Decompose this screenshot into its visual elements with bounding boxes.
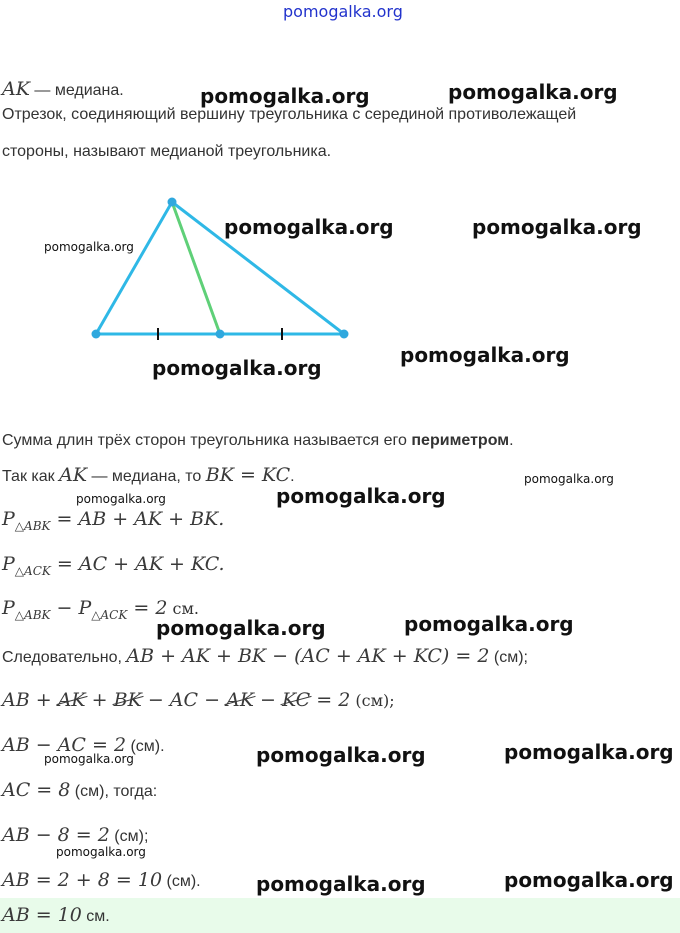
eq-rest: = AB + AK + BK. <box>50 508 225 530</box>
segment-ak: AK <box>2 78 30 100</box>
term: + <box>85 689 114 711</box>
p-subscript: △ACK <box>91 607 128 622</box>
since-end: . <box>290 468 295 485</box>
vertex-point <box>168 198 177 207</box>
unit: (см). <box>126 738 165 755</box>
perimeter-term: периметром <box>411 432 510 449</box>
perimeter-end: . <box>509 432 514 449</box>
vertex-point <box>92 330 101 339</box>
p-subscript: △ACK <box>14 563 51 578</box>
conseq-math: AB + AK + BK − (AC + AK + KC) = 2 <box>126 645 490 667</box>
p-symbol: P <box>2 553 15 575</box>
watermark: pomogalka.org <box>524 472 614 486</box>
median-label: — медиана. <box>29 82 124 99</box>
median-statement <box>2 78 124 100</box>
term: − <box>253 689 282 711</box>
substitution <box>2 824 148 846</box>
sum-math: AB = 2 + 8 = 10 <box>2 869 163 891</box>
watermark: pomogalka.org <box>224 215 394 239</box>
side-ab <box>96 202 172 334</box>
since-statement <box>2 464 295 486</box>
since-equality: BK = KC <box>205 464 291 486</box>
watermark: pomogalka.org <box>56 845 146 859</box>
watermark: pomogalka.org <box>276 484 446 508</box>
unit: см. <box>81 908 110 925</box>
unit: (см); <box>489 649 528 666</box>
definition-line-2: стороны, называют медианой треугольника. <box>2 143 332 160</box>
cancelled-term: AK <box>57 689 86 711</box>
term: = 2 <box>310 689 351 711</box>
since-prefix: Так как <box>2 468 60 485</box>
diff-math: AB − AC = 2 <box>2 734 127 756</box>
p-subscript: △ABK <box>14 607 51 622</box>
definition-line-1: Отрезок, соединяющий вершину треугольника с серединой противолежащей <box>2 106 577 123</box>
sub-math: AB − 8 = 2 <box>2 824 110 846</box>
watermark: pomogalka.org <box>472 215 642 239</box>
cancelled-term: KC <box>281 689 311 711</box>
p-symbol: P <box>2 508 15 530</box>
unit: (см). <box>162 873 201 890</box>
cancellation <box>2 689 395 711</box>
minus: − <box>50 597 79 619</box>
watermark: pomogalka.org <box>200 84 370 108</box>
watermark: pomogalka.org <box>44 240 134 254</box>
cancelled-term: AK <box>226 689 254 711</box>
watermark: pomogalka.org <box>400 343 570 367</box>
term: − AC − <box>141 689 227 711</box>
unit: (см); <box>109 828 149 845</box>
watermark: pomogalka.org <box>448 80 618 104</box>
perimeter-abk <box>2 508 224 533</box>
answer-math: AB = 10 <box>2 904 82 926</box>
p-symbol: P <box>78 597 92 619</box>
ac-value <box>2 779 157 801</box>
sum-result <box>2 869 201 891</box>
watermark-top: pomogalka.org <box>283 2 403 21</box>
eq-rest: = AC + AK + KC. <box>50 553 225 575</box>
since-ak: AK <box>59 464 88 486</box>
perimeter-ack <box>2 553 225 578</box>
watermark: pomogalka.org <box>504 868 674 892</box>
unit: (см), тогда: <box>70 783 158 800</box>
watermark: pomogalka.org <box>256 872 426 896</box>
watermark: pomogalka.org <box>76 492 166 506</box>
consequence <box>2 645 528 667</box>
watermark: pomogalka.org <box>44 752 134 766</box>
vertex-point <box>216 330 225 339</box>
watermark: pomogalka.org <box>156 616 326 640</box>
perimeter-text: Сумма длин трёх сторон треугольника называется его <box>2 432 412 449</box>
watermark: pomogalka.org <box>404 612 574 636</box>
since-mid: — медиана, то <box>87 468 206 485</box>
vertex-point <box>340 330 349 339</box>
cancelled-term: BK <box>113 689 142 711</box>
perimeter-definition <box>2 432 514 450</box>
unit: см. <box>167 599 199 618</box>
triangle-figure <box>0 190 400 350</box>
term: AB + <box>2 689 58 711</box>
ac-math: AC = 8 <box>2 779 71 801</box>
conseq-prefix: Следовательно, <box>2 649 127 666</box>
answer <box>2 904 110 926</box>
eq-value: = 2 <box>127 597 168 619</box>
watermark: pomogalka.org <box>504 740 674 764</box>
p-subscript: △ABK <box>14 518 51 533</box>
watermark: pomogalka.org <box>256 743 426 767</box>
watermark: pomogalka.org <box>152 356 322 380</box>
unit: (см); <box>350 691 395 710</box>
p-symbol: P <box>2 597 15 619</box>
